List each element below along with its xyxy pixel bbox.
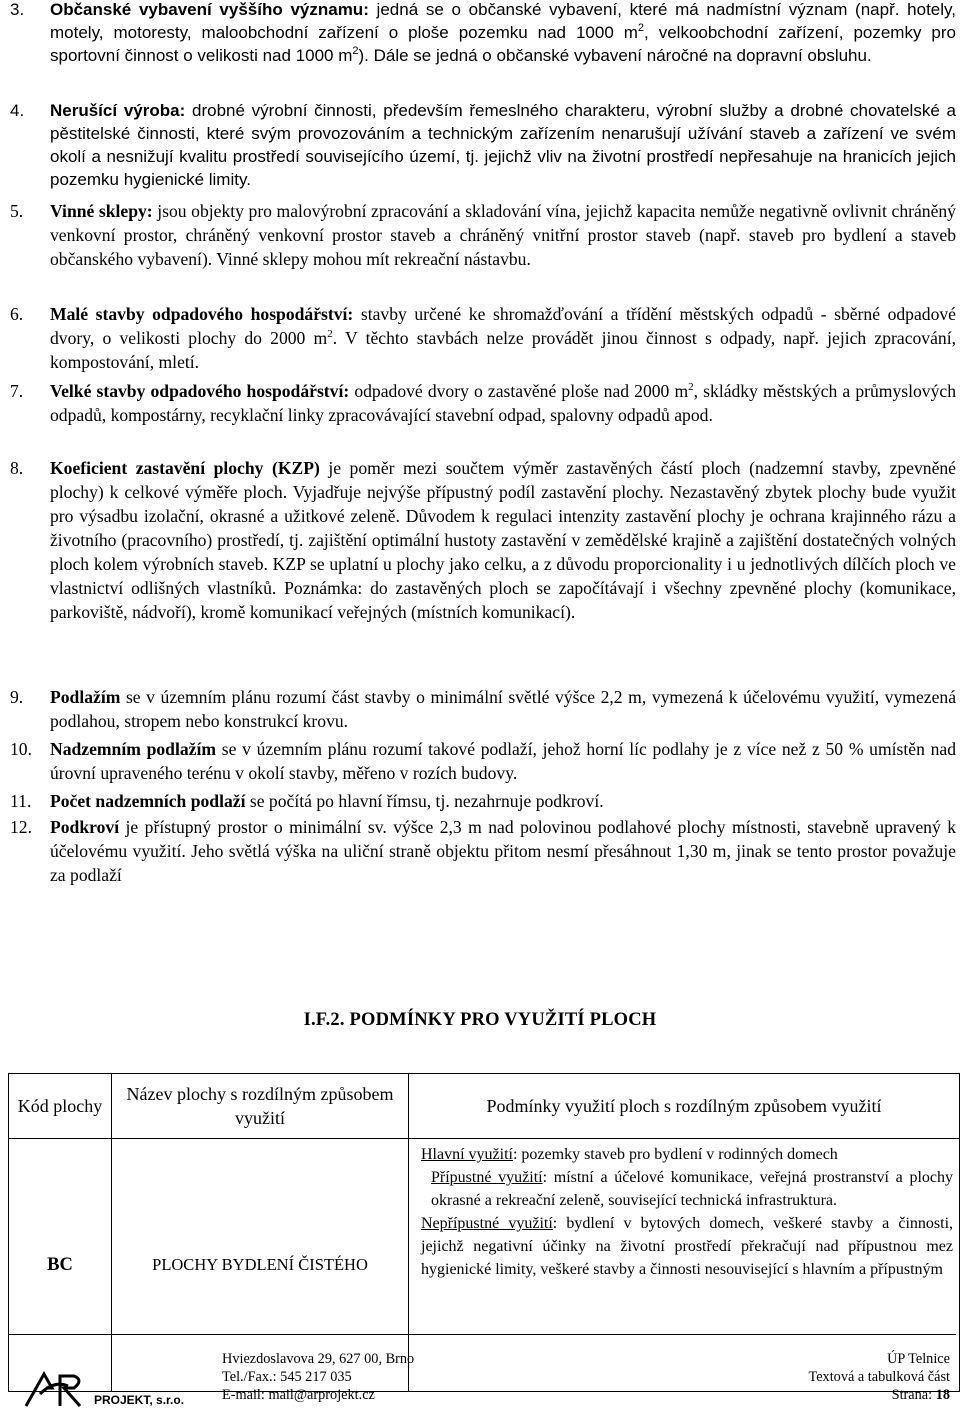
item-term: Občanské vybavení vyššího významu: xyxy=(50,0,369,19)
footer-part: Textová a tabulková část xyxy=(808,1369,950,1385)
item-text: ). Dále se jedná o občanské vybavení náročné na dopravní obsluhu. xyxy=(358,46,872,65)
item-number: 11. xyxy=(10,791,32,811)
list-item xyxy=(10,737,956,785)
allowed-use-label: Přípustné využití xyxy=(431,1169,543,1186)
header-name: Název plochy s rozdílným způsobem využití xyxy=(112,1074,409,1139)
item-text: se počítá po hlavní římsu, tj. nezahrnuje podkroví. xyxy=(245,791,604,811)
main-use-text: : pozemky staveb pro bydlení v rodinných domech xyxy=(512,1146,838,1163)
forbidden-use-label: Nepřípustné využití xyxy=(421,1215,553,1232)
item-term: Malé stavby odpadového hospodářství: xyxy=(50,304,354,324)
item-number: 12. xyxy=(10,817,32,837)
item-text: se v územním plánu rozumí část stavby o minimální světlé výšce 2,2 m, vymezená k účelovému využití, vymezená podlahou, stropem nebo konstrukcí krovu. xyxy=(50,687,956,731)
item-text: se v územním plánu rozumí takové podlaží, jehož horní líc podlahy je z více než z 50 % umístěn nad úrovní upraveného terénu v okolí stavby, měřeno v rozích budovy. xyxy=(50,739,956,783)
footer-phone: Tel./Fax.: 545 217 035 xyxy=(222,1369,352,1385)
main-use-label: Hlavní využití xyxy=(421,1146,513,1163)
table-header-row xyxy=(9,1074,960,1139)
item-text: odpadové dvory o zastavěné ploše nad 2000 m xyxy=(349,381,689,401)
list-item xyxy=(10,379,956,427)
logo-company-name: PROJEKT, s.r.o. xyxy=(94,1393,185,1407)
list-item xyxy=(10,302,956,374)
footer-page xyxy=(808,1386,950,1404)
item-text: stavby určené ke shromažďování a třídění městských odpadů - sběrné odpadové dvory, o velikosti plochy do 2000 m xyxy=(50,304,956,348)
forbidden-use xyxy=(421,1212,953,1281)
item-number: 7. xyxy=(10,381,24,401)
item-number: 6. xyxy=(10,304,24,324)
company-logo xyxy=(24,1366,204,1408)
list-item xyxy=(10,815,956,887)
page-label: Strana: xyxy=(891,1387,933,1403)
arprojekt-logo-icon xyxy=(24,1366,204,1408)
header-code: Kód plochy xyxy=(9,1074,112,1139)
cell-name: PLOCHY BYDLENÍ ČISTÉHO xyxy=(112,1139,409,1392)
superscript: 2 xyxy=(688,381,694,393)
item-number: 3. xyxy=(10,0,25,19)
item-term: Velké stavby odpadového hospodářství: xyxy=(50,381,350,401)
item-term: Koeficient zastavění plochy (KZP) xyxy=(50,458,320,478)
item-term: Vinné sklepy: xyxy=(50,201,153,221)
footer-address: Hviezdoslavova 29, 627 00, Brno xyxy=(222,1351,415,1367)
item-term: Počet nadzemních podlaží xyxy=(50,791,246,811)
list-item xyxy=(10,685,956,733)
footer-divider xyxy=(8,1334,956,1335)
header-conditions: Podmínky využití ploch s rozdílným způsobem využití xyxy=(409,1074,960,1139)
main-use xyxy=(421,1143,953,1166)
page-number: 18 xyxy=(935,1387,950,1403)
item-text: drobné výrobní činnosti, především řemeslného charakteru, výrobní služby a drobné chovatelské a pěstitelské činnosti, které svým provozováním a technickým zařízením nenarušují užívání staveb a zařízení ve svém okolí a nesnižují kvalitu prostředí souvisejícího území, tj. jejichž vliv na životní prostředí nepřesahuje na hranicích jejich pozemku hygienické limity. xyxy=(50,101,956,189)
item-number: 4. xyxy=(10,101,25,120)
item-number: 10. xyxy=(10,739,32,759)
list-item xyxy=(10,0,956,67)
list-item xyxy=(10,456,956,624)
item-term: Podlažím xyxy=(50,687,121,707)
superscript: 2 xyxy=(352,45,359,57)
item-text: . V těchto stavbách nelze provádět jinou činnost s odpady, např. jejich zpracování, kompostování, mletí. xyxy=(50,328,956,372)
conditions-table xyxy=(8,1073,960,1392)
allowed-use xyxy=(421,1166,953,1212)
allowed-use-text: : místní a účelové komunikace, veřejná prostranství a plochy okrasné a rekreační zeleně, související technická infrastruktura. xyxy=(431,1169,953,1209)
item-text: , skládky městských a průmyslových odpadů, kompostárny, recyklační linky zpracovávající stavební odpad, spalovny odpadů apod. xyxy=(50,381,956,425)
footer-document-info xyxy=(808,1350,950,1404)
superscript: 2 xyxy=(637,22,645,34)
item-text: je přístupný prostor o minimální sv. výšce 2,3 m nad polovinou podlahové plochy místnosti, stavebně upravený k účelovému využití. Jeho světlá výška na uliční straně objektu přitom nesmí přesáhnout 1,30 m, jinak se tento prostor považuje za podlaží xyxy=(50,817,956,885)
item-text: , velkoobchodní zařízení, pozemky pro sportovní činnost o velikosti nad 1000 m xyxy=(50,23,956,65)
item-term: Nerušící výroba: xyxy=(50,101,186,120)
item-text: je poměr mezi součtem výměr zastavěných částí ploch (nadzemní stavby, zpevněné plochy) k celkové výměře ploch. Vyjadřuje nejvýše přípustný podíl zastavění plochy. Nezastavěný zbytek plochy bude využit pro výsadbu izolační, okrasné a užitkové zeleně. Důvodem k regulaci intenzity zastavění plochy je ochrana krajinného rázu a životního (pracovního) prostředí, tj. zajištění optimální hustoty zastavění v zemědělské krajině a zajištění dostatečných volných ploch kolem výrobních staveb. KZP se uplatní u plochy jako celku, a z důvodu proporcionality i u jednotlivých dílčích ploch ve vlastnictví odlišných vlastníků. Poznámka: do zastavěných ploch se započítávají i všechny zpevněné plochy (komunikace, parkoviště, nádvoří), kromě komunikací veřejných (místních komunikací). xyxy=(50,458,956,622)
item-number: 9. xyxy=(10,687,24,707)
list-item xyxy=(10,789,956,813)
item-number: 8. xyxy=(10,458,24,478)
footer-email: E-mail: mail@arprojekt.cz xyxy=(222,1387,375,1403)
item-term: Nadzemním podlažím xyxy=(50,739,217,759)
item-text: jsou objekty pro malovýrobní zpracování a skladování vína, jejichž kapacita nemůže negativně ovlivnit chráněný venkovní prostor, chráněný venkovní prostor staveb a chráněný vnitřní prostor staveb (např. staveb pro bydlení a staveb občanského vybavení). Vinné sklepy mohou mít rekreační nástavbu. xyxy=(50,201,956,269)
superscript: 2 xyxy=(327,328,333,340)
list-item xyxy=(10,99,956,191)
item-text: jedná se o občanské vybavení, které má nadmístní význam (např. hotely, motely, motoresty, maloobchodní zařízení o ploše pozemku nad 1000 m xyxy=(50,0,956,42)
footer-client: ÚP Telnice xyxy=(887,1351,950,1367)
section-title: I.F.2. PODMÍNKY PRO VYUŽITÍ PLOCH xyxy=(303,1010,657,1030)
cell-code: BC xyxy=(9,1139,112,1392)
list-item xyxy=(10,199,956,271)
item-term: Podkroví xyxy=(50,817,120,837)
item-number: 5. xyxy=(10,201,24,221)
forbidden-use-text: : bydlení v bytových domech, veškeré stavby a činnosti, jejichž negativní účinky na životní prostředí překračují nad přípustnou mez hygienické limity, veškeré stavby a činnosti nesouvisející s hlavním a přípustným xyxy=(421,1215,954,1278)
footer-contact xyxy=(222,1350,414,1404)
